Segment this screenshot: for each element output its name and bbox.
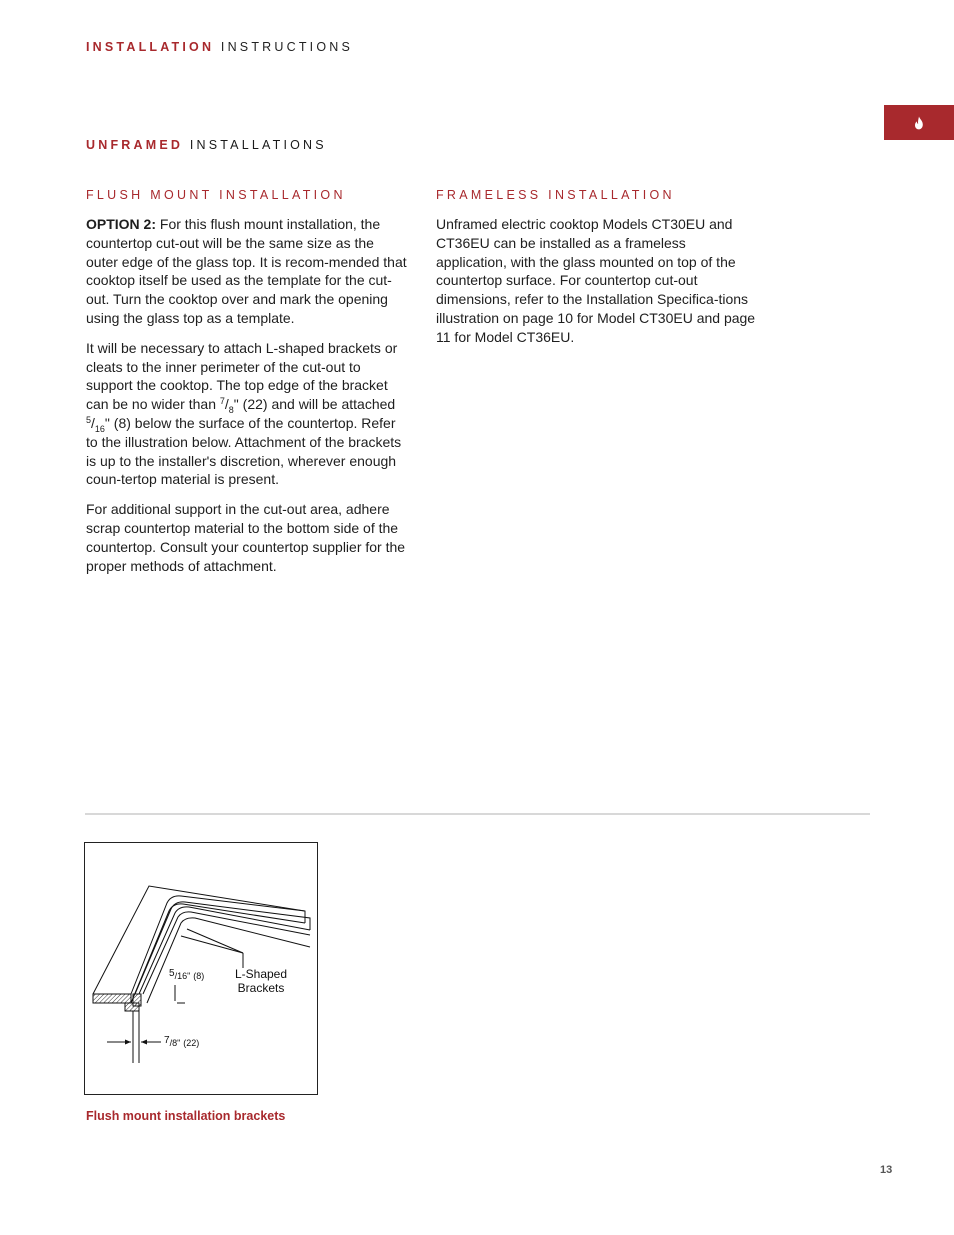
section-heading-light: INSTALLATIONS	[189, 138, 327, 152]
page-number: 13	[880, 1164, 893, 1176]
support-paragraph: For additional support in the cut-out area, adhere scrap countertop material to the bottom side of the countertop. Consult your countertop supplier for the proper methods of attachment.	[86, 501, 406, 574]
figure-caption: Flush mount installation brackets	[86, 1109, 286, 1123]
brackets-text-b: " (22) and will be attached	[233, 396, 396, 413]
dim2-numerator: 7	[164, 1035, 170, 1046]
header-light: INSTRUCTIONS	[220, 40, 354, 54]
figure-frame	[84, 842, 318, 1095]
svg-text:7/8"(22)	[164, 1035, 199, 1048]
fraction1-denominator: 8	[228, 404, 234, 415]
dim1-numerator: 5	[169, 968, 175, 979]
option2-paragraph	[86, 215, 408, 328]
dim2-mm: (22)	[183, 1038, 200, 1048]
flush-mount-heading: FLUSH MOUNT INSTALLATION	[86, 188, 346, 202]
dim2-denominator: /8"	[169, 1038, 181, 1048]
fraction2-numerator: 5	[86, 414, 92, 425]
frameless-paragraph: Unframed electric cooktop Models CT30EU and CT36EU can be installed as a frameless application, with the glass mounted on top of the countertop surface. For countertop cut-out dimensions, refer to the Installation Specifica-tions illustration on page 10 for Model CT30EU and page 11 for Model CT36EU.	[436, 216, 756, 345]
section-divider	[85, 813, 870, 815]
brackets-text-c: " (8) below the surface of the countertop. Refer to the illustration below. Attachment of the brackets is up to the installer's discretion, wherever enough coun-tertop material is present.	[86, 414, 402, 488]
frameless-heading: FRAMELESS INSTALLATION	[436, 188, 675, 202]
section-heading-bold: UNFRAMED	[86, 138, 184, 152]
brackets-paragraph: It will be necessary to attach L-shaped brackets or cleats to the inner perimeter of the cut-out to support the cooktop. The top edge of the bracket can be no wider than $^7/_8$" (22) and will be attached $^5/_{16}$" (8) below the surface of the countertop. Refer to the illustration below. Attachment of the brackets is up to the installer's discretion, wherever enough coun-tertop material is present.	[86, 339, 402, 488]
option2-label: OPTION 2:	[86, 216, 157, 232]
option2-text: For this flush mount installation, the countertop cut-out will be the same size as the outer edge of the glass top. It is recom-mended that cooktop itself be used as the template for the cut-out. Turn the cooktop over and mark the opening using the glass top as a template.	[86, 216, 407, 326]
left-column	[86, 215, 408, 586]
brackets-text-a: It will be necessary to attach L-shaped brackets or cleats to the inner perimeter of the cut-out to support the cooktop. The top edge of the bracket can be no wider than	[86, 339, 398, 413]
flame-icon	[913, 116, 925, 130]
header-bold: INSTALLATION	[86, 40, 215, 54]
dim1-denominator: /16"	[174, 971, 191, 981]
svg-text:5/16"(8)	[169, 968, 204, 981]
section-tab	[884, 105, 954, 140]
brackets-label-line2: Brackets	[237, 981, 285, 995]
dim1-mm: (8)	[193, 971, 205, 981]
running-header	[86, 40, 353, 54]
brackets-label-line1: L-Shaped	[234, 967, 288, 981]
bracket-illustration	[85, 843, 317, 1094]
section-heading	[86, 138, 327, 152]
fraction2-denominator: 16	[94, 423, 105, 434]
fraction1-numerator: 7	[219, 396, 225, 407]
right-column	[436, 215, 758, 358]
